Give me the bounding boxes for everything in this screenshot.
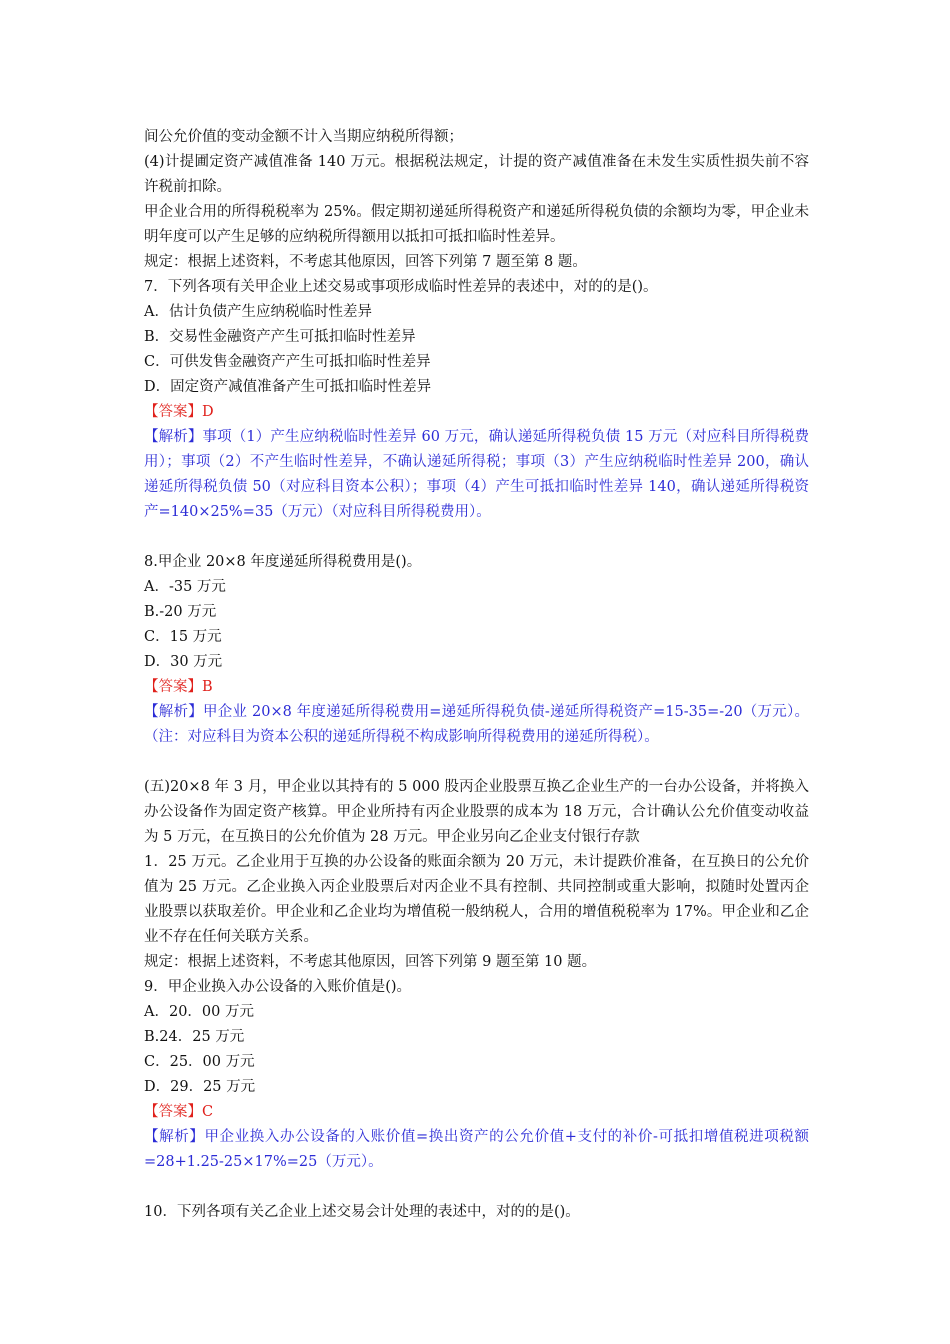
answer-value: D [202,404,214,420]
answer-tag: 【答案】 [144,1104,202,1120]
analysis-text: 甲企业 20×8 年度递延所得税费用=递延所得税负债-递延所得税资产=15-35=-20（万元）。（注：对应科目为资本公积的递延所得税不构成影响所得税费用的递延所得税）。 [144,704,810,745]
option-c: C．15 万元 [144,629,222,645]
spacer [144,750,809,775]
option-a: A．20．00 万元 [144,1004,254,1020]
spacer [144,1175,809,1200]
question-9-stem: 9．甲企业换入办公设备的入账价值是()。 [144,979,412,995]
question-8-stem: 8.甲企业 20×8 年度递延所得税费用是()。 [144,554,422,570]
analysis-line [144,700,809,750]
analysis-line [144,1125,809,1175]
text-line: (4)计提圃定资产减值准备 140 万元。根据税法规定，计提的资产减值准备在未发生实质性损失前不容许税前扣除。 [144,154,809,195]
document-page [144,125,809,1225]
text-line: 规定：根据上述资料，不考虑其他原因，回答下列第 7 题至第 8 题。 [144,254,587,270]
option-a: A．-35 万元 [144,579,226,595]
option-d: D．固定资产减值准备产生可抵扣临时性差异 [144,379,432,395]
answer-tag: 【答案】 [144,404,202,420]
analysis-line [144,425,809,525]
answer-line [144,675,809,700]
option-d: D．29．25 万元 [144,1079,256,1095]
option-b: B.24．25 万元 [144,1029,245,1045]
section-5-paragraph: (五)20×8 年 3 月，甲企业以其持有的 5 000 股丙企业股票互换乙企业生产的一台办公设备，并将换入办公设备作为固定资产核算。甲企业所持有丙企业股票的成本为 18 万元，合计确认公允价值变动收益为 5 万元，在互换日的公允价值为 28 万元。甲企业另向乙企业支付银行存款 [144,779,809,845]
analysis-text: 事项（1）产生应纳税临时性差异 60 万元，确认递延所得税负债 15 万元（对应科目所得税费用）；事项（2）不产生临时性差异，不确认递延所得税；事项（3）产生应纳税临时性差异 200，确认递延所得税负债 50（对应科目资本公积）；事项（4）产生可抵扣临时性差异 140，确认递延所得税资产=140×25%=35（万元）（对应科目所得税费用）。 [144,429,810,520]
option-a: A．估计负债产生应纳税临时性差异 [144,304,372,320]
answer-value: B [202,679,213,695]
option-d: D．30 万元 [144,654,223,670]
analysis-tag: 【解析】 [144,429,203,445]
question-10-stem: 10．下列各项有关乙企业上述交易会计处理的表述中，对的的是()。 [144,1204,580,1220]
text-line: 甲企业合用的所得税税率为 25%。假定期初递延所得税资产和递延所得税负债的余额均为零，甲企业未明年度可以产生足够的应纳税所得额用以抵扣可抵扣临时性差异。 [144,204,809,245]
answer-value: C [202,1104,214,1120]
spacer [144,525,809,550]
section-5-paragraph: 1．25 万元。乙企业用于互换的办公设备的账面余额为 20 万元，未计提跌价准备，在互换日的公允价值为 25 万元。乙企业换入丙企业股票后对丙企业不具有控制、共同控制或重大影响，拟随时处置丙企业股票以获取差价。甲企业和乙企业均为增值税一般纳税人，合用的增值税税率为 17%。甲企业和乙企业不存在任何关联方关系。 [144,854,809,945]
answer-line [144,1100,809,1125]
answer-tag: 【答案】 [144,679,202,695]
option-b: B.-20 万元 [144,604,217,620]
analysis-tag: 【解析】 [144,704,203,720]
question-7-stem: 7．下列各项有关甲企业上述交易或事项形成临时性差异的表述中，对的的是()。 [144,279,658,295]
option-c: C．25．00 万元 [144,1054,255,1070]
text-line: 间公允价值的变动金额不计入当期应纳税所得额； [144,129,463,145]
answer-line [144,400,809,425]
analysis-text: 甲企业换入办公设备的入账价值=换出资产的公允价值+支付的补价-可抵扣增值税进项税额=28+1.25-25×17%=25（万元）。 [144,1129,809,1170]
section-5-requirement: 规定：根据上述资料，不考虑其他原因，回答下列第 9 题至第 10 题。 [144,954,597,970]
option-c: C．可供发售金融资产产生可抵扣临时性差异 [144,354,431,370]
option-b: B．交易性金融资产产生可抵扣临时性差异 [144,329,416,345]
analysis-tag: 【解析】 [144,1129,205,1145]
